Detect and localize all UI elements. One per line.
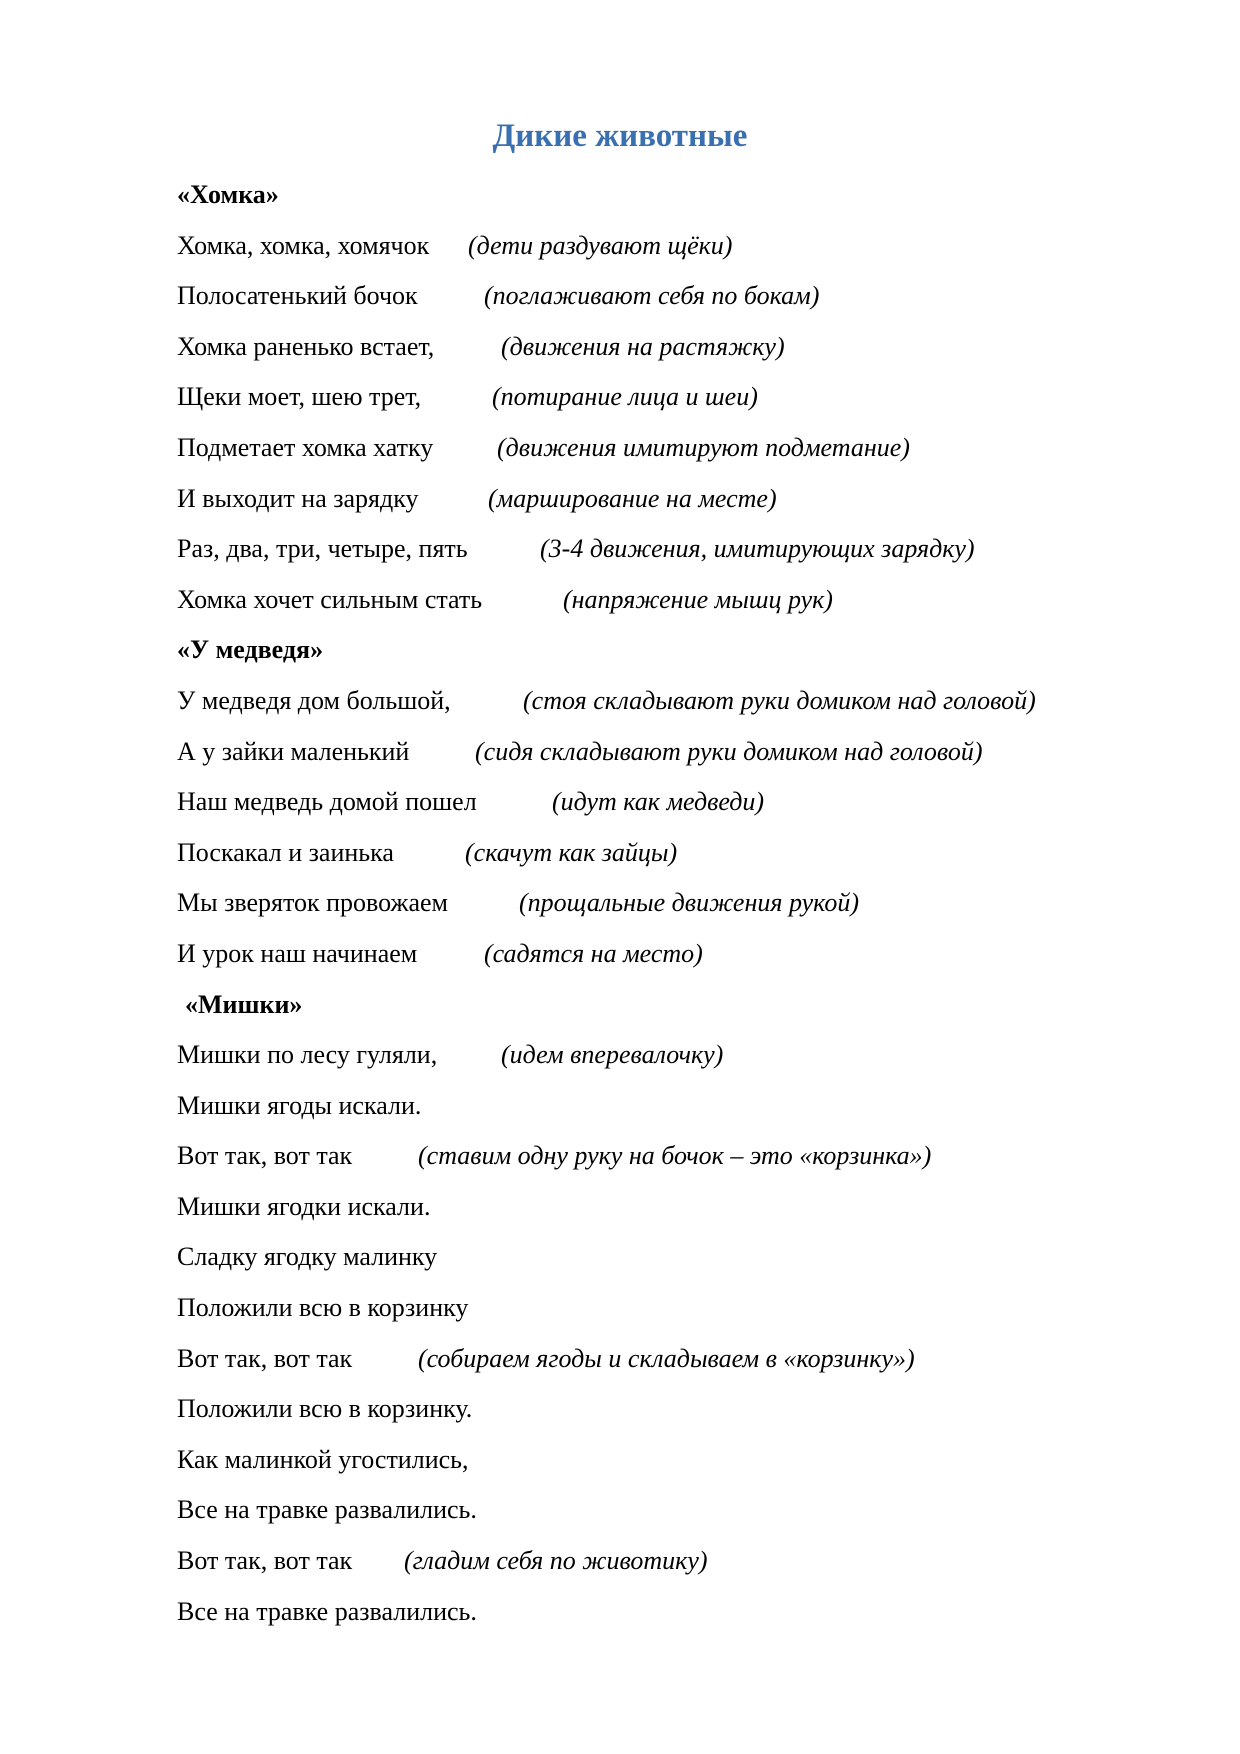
section-heading-mishki: «Мишки» bbox=[185, 989, 303, 1019]
verse-line bbox=[177, 1283, 1177, 1334]
verse-line bbox=[177, 372, 1177, 423]
verse-text: Положили всю в корзинку. bbox=[177, 1394, 473, 1424]
verse-text: Сладку ягодку малинку bbox=[177, 1242, 438, 1272]
verse-text: А у зайки маленький bbox=[177, 736, 410, 766]
verse-text: Раз, два, три, четыре, пять bbox=[177, 534, 468, 564]
verse-text: Вот так, вот так bbox=[177, 1141, 353, 1171]
verse-text: У медведя дом большой, bbox=[177, 685, 451, 715]
verse-line bbox=[177, 322, 1177, 373]
verse-line bbox=[177, 1131, 1177, 1182]
verse-text: И урок наш начинаем bbox=[177, 938, 418, 968]
verse-text: Хомка хочет сильным стать bbox=[177, 584, 483, 614]
verse-action: (прощальные движения рукой) bbox=[519, 888, 859, 918]
verse-line bbox=[177, 423, 1177, 474]
verse-line bbox=[177, 777, 1177, 828]
verse-text: Хомка, хомка, хомячок bbox=[177, 230, 430, 260]
verse-text: Щеки моет, шею трет, bbox=[177, 382, 422, 412]
section-heading-khomka: «Хомка» bbox=[177, 180, 279, 209]
verse-action: (поглаживают себя по бокам) bbox=[484, 281, 820, 311]
verse-action: (стоя складывают руки домиком над головой) bbox=[523, 685, 1036, 715]
verse-action: (гладим себя по животику) bbox=[404, 1546, 708, 1576]
verse-text: Положили всю в корзинку bbox=[177, 1293, 469, 1323]
verse-line bbox=[177, 1587, 1177, 1638]
verse-action: (идут как медведи) bbox=[552, 787, 765, 817]
document-body bbox=[177, 170, 1177, 1637]
verse-line bbox=[177, 727, 1177, 778]
verse-action: (сидя складывают руки домиком над головой) bbox=[475, 736, 983, 766]
verse-action: (идем вперевалочку) bbox=[501, 1040, 724, 1070]
verse-action: (скачут как зайцы) bbox=[465, 837, 678, 867]
verse-action: (собираем ягоды и складываем в «корзинку») bbox=[418, 1343, 915, 1373]
verse-line bbox=[177, 878, 1177, 929]
verse-text: Полосатенький бочок bbox=[177, 281, 418, 311]
verse-text: Вот так, вот так bbox=[177, 1546, 353, 1576]
verse-line bbox=[177, 1536, 1177, 1587]
verse-text: Поскакал и заинька bbox=[177, 837, 394, 867]
verse-action: (напряжение мышц рук) bbox=[563, 584, 833, 614]
verse-line bbox=[177, 474, 1177, 525]
verse-line bbox=[177, 676, 1177, 727]
verse-text: Подметает хомка хатку bbox=[177, 432, 434, 462]
verse-text: Наш медведь домой пошел bbox=[177, 787, 477, 817]
verse-line bbox=[177, 221, 1177, 272]
verse-action: (ставим одну руку на бочок – это «корзинка») bbox=[418, 1141, 932, 1171]
verse-action: (садятся на место) bbox=[484, 938, 703, 968]
verse-text: Все на травке развалились. bbox=[177, 1495, 477, 1525]
verse-action: (потирание лица и шеи) bbox=[492, 382, 758, 412]
verse-text: Хомка раненько встает, bbox=[177, 331, 435, 361]
verse-line bbox=[177, 1384, 1177, 1435]
verse-line bbox=[177, 1030, 1177, 1081]
verse-line bbox=[177, 828, 1177, 879]
verse-text: Как малинкой угостились, bbox=[177, 1444, 469, 1474]
verse-action: (3-4 движения, имитирующих зарядку) bbox=[540, 534, 975, 564]
verse-action: (марширование на месте) bbox=[488, 483, 777, 513]
verse-action: (движения на растяжку) bbox=[501, 331, 785, 361]
verse-text: Вот так, вот так bbox=[177, 1343, 353, 1373]
verse-line bbox=[177, 524, 1177, 575]
verse-line bbox=[177, 929, 1177, 980]
verse-text: Мишки ягодки искали. bbox=[177, 1191, 431, 1221]
page-title: Дикие животные bbox=[492, 118, 748, 154]
verse-text: Мишки ягоды искали. bbox=[177, 1090, 422, 1120]
verse-line bbox=[177, 575, 1177, 626]
verse-text: Мишки по лесу гуляли, bbox=[177, 1040, 438, 1070]
verse-line bbox=[177, 1334, 1177, 1385]
verse-action: (дети раздувают щёки) bbox=[468, 230, 733, 260]
verse-text: Все на травке развалились. bbox=[177, 1596, 477, 1626]
verse-line bbox=[177, 1232, 1177, 1283]
verse-text: Мы зверяток провожаем bbox=[177, 888, 448, 918]
verse-line bbox=[177, 271, 1177, 322]
verse-line bbox=[177, 1435, 1177, 1486]
verse-text: И выходит на зарядку bbox=[177, 483, 419, 513]
verse-line bbox=[177, 1081, 1177, 1132]
verse-line bbox=[177, 1182, 1177, 1233]
verse-action: (движения имитируют подметание) bbox=[497, 432, 910, 462]
section-heading-u-medvedya: «У медведя» bbox=[177, 635, 324, 665]
verse-line bbox=[177, 1485, 1177, 1536]
